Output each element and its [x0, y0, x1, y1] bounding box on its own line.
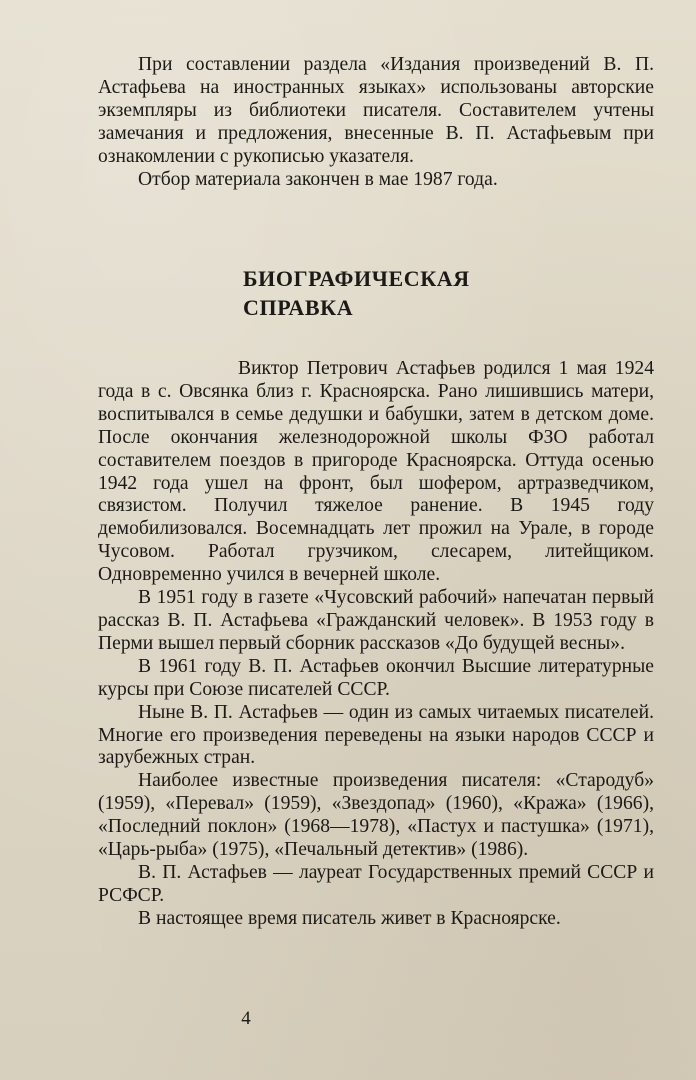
page-number: 4 — [241, 1008, 251, 1029]
intro-paragraph: Отбор материала закончен в мае 1987 года. — [138, 168, 498, 190]
bio-paragraph: Наиболее известные произведения писателя: «Стародуб» (1959), «Перевал» (1959), «Звездопад» (1960), «Кража» (1966), «Последний поклон» (1968—1978), «Пастух и пастушка» (1971), «Царь-рыба» (1975), «Печальный детектив» (1986). — [98, 770, 654, 861]
bio-paragraph: Виктор Петрович Астафьев родился 1 мая 1924 года в с. Овсянка близ г. Красноярска. Рано лишившись матери, воспитывался в семье дедушки и бабушки, затем в детском доме. После окончания железнодорожной школы ФЗО работал составителем поездов в пригороде Красноярска. Оттуда осенью 1942 года ушел на фронт, был шофером, артразведчиком, связистом. Получил тяжелое ранение. В 1945 году демобилизовался. Восемнадцать лет прожил на Урале, в городе Чусовом. Работал грузчиком, слесарем, литейщиком. Одновременно учился в вечерней школе. — [98, 358, 654, 586]
intro-text — [98, 54, 654, 191]
section-title-line: БИОГРАФИЧЕСКАЯ — [243, 266, 470, 291]
bio-paragraph: В 1961 году В. П. Астафьев окончил Высшие литературные курсы при Союзе писателей СССР. — [98, 655, 654, 700]
biography-text — [98, 358, 654, 931]
bio-paragraph: В настоящее время писатель живет в Красноярске. — [138, 907, 561, 929]
bio-paragraph: В 1951 году в газете «Чусовский рабочий» напечатан первый рассказ В. П. Астафьева «Гражданский человек». В 1953 году в Перми вышел первый сборник рассказов «До будущей весны». — [98, 587, 654, 654]
bio-paragraph: В. П. Астафьев — лауреат Государственных премий СССР и РСФСР. — [98, 861, 654, 906]
section-heading — [243, 264, 563, 322]
section-title-line: СПРАВКА — [243, 295, 354, 320]
bio-paragraph: Ныне В. П. Астафьев — один из самых читаемых писателей. Многие его произведения переведены на языки народов СССР и зарубежных стран. — [98, 701, 654, 769]
intro-paragraph: При составлении раздела «Издания произведений В. П. Астафьева на иностранных языках» использованы авторские экземпляры из библиотеки писателя. Составителем учтены замечания и предложения, внесенные В. П. Астафьевым при ознакомлении с рукописью указателя. — [98, 54, 654, 167]
